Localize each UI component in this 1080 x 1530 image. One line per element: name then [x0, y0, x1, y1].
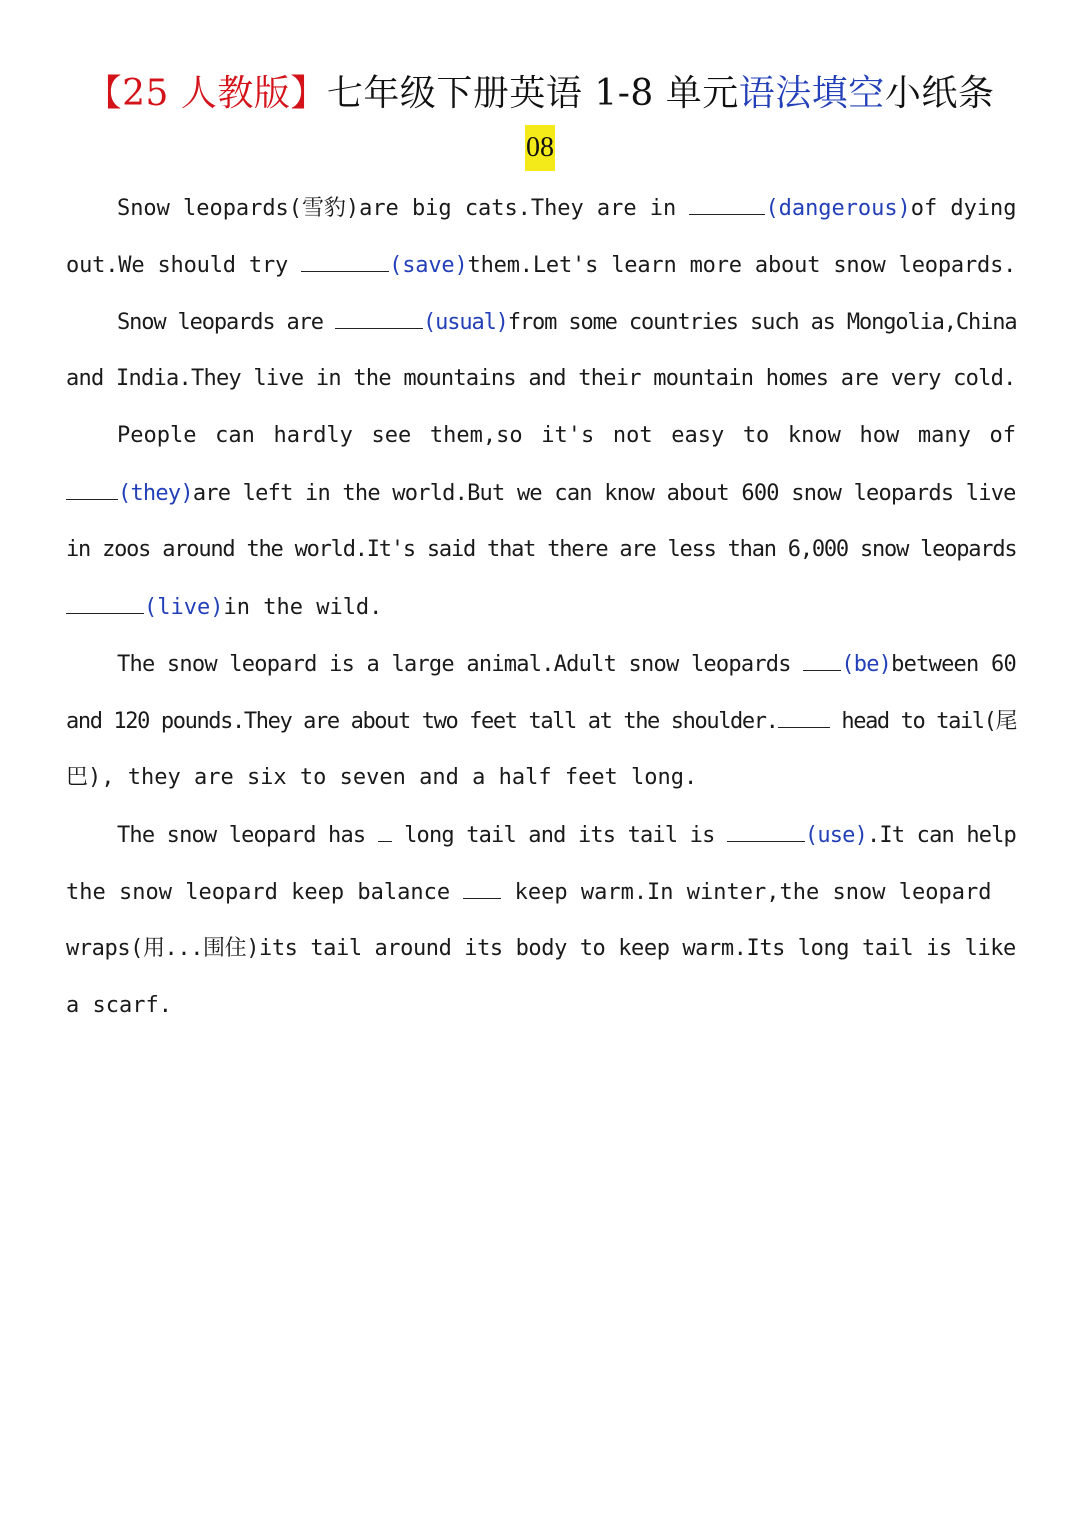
text-line-3: Snow leopards are (usual)from some countries such as Mongolia,China	[117, 302, 1016, 342]
answer-blank[interactable]	[66, 473, 118, 500]
text-line-11: 巴), they are six to seven and a half feet long.	[66, 765, 698, 790]
hint-word: (save)	[389, 253, 468, 278]
text-line-10: and 120 pounds.They are about two feet tall at the shoulder. head to tail(尾	[66, 701, 1016, 741]
answer-blank[interactable]	[335, 302, 423, 329]
text-line-5: People can hardly see them,so it's not easy to know how many of	[117, 423, 1016, 448]
text-line-7: in zoos around the world.It's said that there are less than 6,000 snow leopards	[66, 537, 1017, 562]
hint-word: (usual)	[423, 310, 508, 335]
answer-blank[interactable]	[727, 815, 805, 842]
text-line-4: and India.They live in the mountains and their mountain homes are very cold.	[66, 366, 1016, 391]
text-line-8: (live)in the wild.	[66, 587, 1016, 627]
hint-word: (be)	[841, 652, 892, 677]
page-title	[0, 68, 1080, 120]
answer-blank[interactable]	[463, 872, 501, 899]
answer-blank[interactable]	[803, 644, 841, 671]
text-line-2: out.We should try (save)them.Let's learn more about snow leopards.	[66, 245, 1016, 285]
text-line-14: wraps(用...围住)its tail around its body to keep warm.Its long tail is like	[66, 936, 1016, 961]
text-line-6: (they)are left in the world.But we can know about 600 snow leopards live	[66, 473, 1016, 513]
answer-blank[interactable]	[689, 188, 765, 215]
answer-blank[interactable]	[66, 587, 144, 614]
title-grade-unit: 七年级下册英语 1-8 单元	[326, 73, 739, 114]
number-badge: 08	[525, 125, 555, 171]
answer-blank[interactable]	[778, 701, 830, 728]
text-line-1: Snow leopards(雪豹)are big cats.They are in (dangerous)of dying	[117, 188, 1016, 228]
hint-word: (they)	[118, 481, 193, 506]
title-suffix: 小纸条	[884, 73, 995, 114]
hint-word: (live)	[144, 595, 224, 620]
answer-blank[interactable]	[378, 815, 392, 842]
text-line-12: The snow leopard has long tail and its tail is (use).It can help	[117, 815, 1016, 855]
answer-blank[interactable]	[301, 245, 389, 272]
hint-word: (use)	[804, 823, 867, 848]
text-line-13: the snow leopard keep balance keep warm.In winter,the snow leopard	[66, 872, 1016, 912]
title-topic: 语法填空	[738, 73, 885, 114]
hint-word: (dangerous)	[765, 196, 911, 221]
text-line-15: a scarf.	[66, 993, 172, 1018]
title-edition: 【25 人教版】	[85, 73, 327, 114]
text-line-9: The snow leopard is a large animal.Adult snow leopards (be)between 60	[117, 644, 1016, 684]
